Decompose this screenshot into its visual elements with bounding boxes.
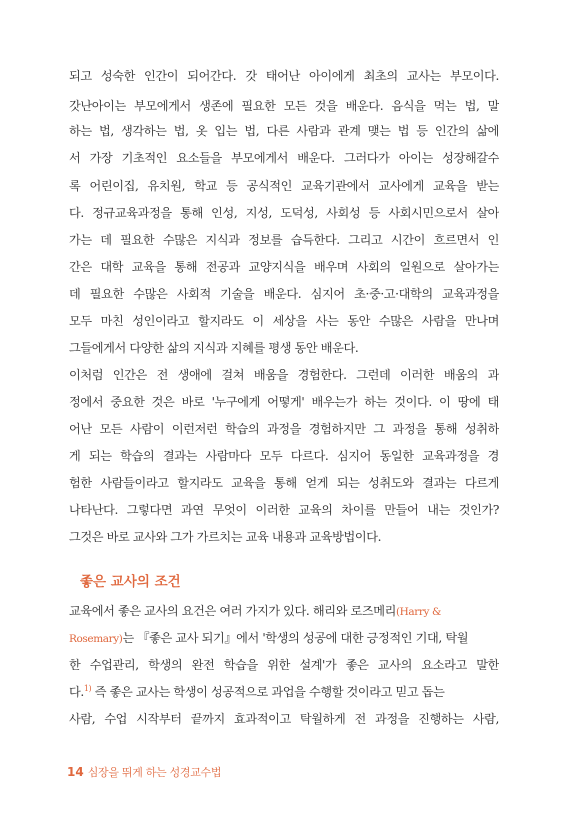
body-line: 어난 모든 사람이 이런저런 학습의 과정을 경험하지만 그 과정을 통해 성취하 [69, 422, 499, 436]
body-line: 록 어린이집, 유치원, 학교 등 공식적인 교육기관에서 교사에게 교육을 받는 [69, 179, 499, 193]
body-line: 서 가장 기초적인 요소들을 부모에게서 배운다. 그러다가 아이는 성장해갈수 [69, 151, 499, 165]
footnote-marker[interactable]: 1) [83, 683, 92, 693]
body-line [69, 629, 499, 648]
section-heading: 좋은 교사의 조건 [80, 574, 181, 590]
body-text: 교육에서 좋은 교사의 요건은 여러 가지가 있다. 해리와 로즈메리 [69, 604, 396, 618]
page-number: 14 [67, 765, 84, 779]
page-footer [67, 764, 221, 780]
book-title: 심장을 뛰게 하는 성경교수법 [87, 766, 222, 779]
body-line: 갓난아이는 부모에게서 생존에 필요한 모든 것을 배운다. 음식을 먹는 법, 말 [69, 99, 499, 113]
english-name-part2: Rosemary) [69, 633, 123, 645]
body-line: 나타난다. 그렇다면 과연 무엇이 이러한 교육의 차이를 만들어 내는 것인가? [69, 503, 499, 517]
body-line: 모두 마친 성인이라고 할지라도 이 세상을 사는 동안 수많은 사람을 만나며 [69, 314, 499, 328]
body-line: 그것은 바로 교사와 그가 가르치는 교육 내용과 교육방법이다. [69, 530, 382, 544]
body-line: 한 수업관리, 학생의 완전 학습을 위한 설계'가 좋은 교사의 요소라고 말한 [69, 658, 499, 672]
body-line: 데 필요한 수많은 사회적 기술을 배운다. 심지어 초·중·고·대학의 교육과정을 [69, 287, 499, 301]
body-line: 사람, 수업 시작부터 끝까지 효과적이고 탁월하게 전 과정을 진행하는 사람, [69, 712, 499, 726]
body-line: 가는 데 필요한 수많은 지식과 정보를 습득한다. 그리고 시간이 흐르면서 인 [69, 233, 499, 247]
body-line: 간은 대학 교육을 통해 전공과 교양지식을 배우며 사회의 일원으로 살아가는 [69, 260, 499, 274]
body-line: 정에서 중요한 것은 바로 '누구에게 어떻게' 배우는가 하는 것이다. 이 땅에 태 [69, 395, 499, 409]
body-line: 그들에게서 다양한 삶의 지식과 지혜를 평생 동안 배운다. [69, 341, 359, 355]
body-line: 되고 성숙한 인간이 되어간다. 갓 태어난 아이에게 최초의 교사는 부모이다. [69, 69, 499, 83]
body-line [69, 683, 499, 701]
body-text: 즉 좋은 교사는 학생이 성공적으로 과업을 수행할 것이라고 믿고 돕는 [91, 685, 445, 699]
body-text: 는 『좋은 교사 되기』에서 '학생의 성공에 대한 긍정적인 기대, 탁월 [122, 631, 469, 645]
body-line: 이처럼 인간은 전 생애에 걸쳐 배움을 경험한다. 그런데 이러한 배움의 과 [69, 368, 499, 382]
body-line: 하는 법, 생각하는 법, 옷 입는 법, 다른 사람과 관계 맺는 법 등 인간의 삶에 [69, 124, 499, 138]
english-name-part1: (Harry & [395, 606, 441, 618]
body-line: 험한 사람들이라고 할지라도 교육을 통해 얻게 되는 성취도와 결과는 다르게 [69, 476, 499, 490]
body-text: 다. [69, 685, 84, 699]
body-line: 게 되는 학습의 결과는 사람마다 모두 다르다. 심지어 동일한 교육과정을 경 [69, 449, 499, 463]
body-line: 다. 정규교육과정을 통해 인성, 지성, 도덕성, 사회성 등 사회시민으로서 살아 [69, 206, 499, 220]
body-line [69, 602, 499, 621]
